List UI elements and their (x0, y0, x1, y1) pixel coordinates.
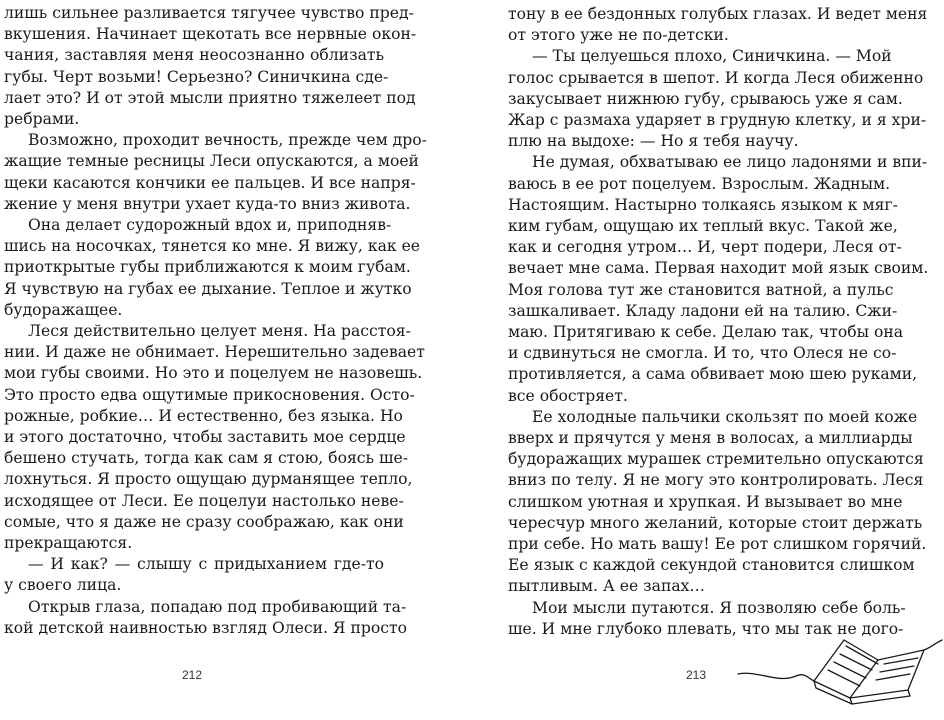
text-line: — Ты целуешься плохо, Синичкина. — Мой (532, 47, 892, 66)
text-line: Не думая, обхватываю ее лицо ладонями и впи- (532, 153, 928, 172)
text-line: Леся действительно целует меня. На расстоя- (28, 322, 411, 340)
text-line: вверх и прячутся у меня в волосах, а миллиарды (508, 429, 913, 447)
text-line: ше. И мне глубоко плевать, что мы так не дого- (508, 619, 904, 638)
text-line: противляется, а сама обвивает мою шею руками, (508, 365, 918, 384)
text-line: прекращаются. (4, 534, 133, 552)
open-book-illustration-icon (738, 618, 944, 718)
page-number-right: 213 (685, 668, 707, 682)
text-line: губы. Черт возьми! Серьезно? Синичкина сде- (4, 67, 389, 86)
text-line: исходящее от Леси. Ее поцелуи настолько неве- (4, 491, 404, 510)
text-line: кой детской наивностью взгляд Олеси. Я просто (4, 618, 407, 637)
text-line: ким губам, ощущаю их теплый вкус. Такой же, (508, 217, 898, 235)
text-line: нии. И даже не обнимает. Нерешительно задевает (4, 343, 425, 362)
text-line: мои губы своими. Но это и поцелуем не назовешь. (4, 364, 423, 383)
text-line: Возможно, проходит вечность, прежде чем дро- (28, 131, 427, 150)
text-line: Ее холодные пальчики скользят по моей коже (532, 407, 918, 426)
text-line: щеки касаются кончики ее пальцев. И все напря- (4, 173, 416, 192)
text-line: Я чувствую на губах ее дыхание. Теплое и жутко (4, 279, 412, 298)
text-line: маю. Притягиваю к себе. Делаю так, чтобы она (508, 323, 904, 341)
text-line: чересчур много желаний, которые стоит держать (508, 513, 923, 532)
text-line: голос срывается в шепот. И когда Леся обиженно (508, 68, 924, 87)
text-line: Мои мысли путаются. Я позволяю себе боль- (532, 598, 906, 617)
text-line: пытливым. А ее запах… (508, 577, 706, 596)
text-line: тону в ее бездонных голубых глазах. И ведет меня (508, 5, 928, 23)
text-line: лает это? И от этой мысли приятно тяжелеет под (4, 88, 416, 107)
text-line: Открыв глаза, попадаю под пробивающий та- (28, 597, 407, 616)
text-line: Настоящим. Настырно толкаясь языком к мяг- (508, 195, 898, 214)
text-line: от этого уже не по-детски. (508, 26, 729, 45)
text-line: и сдвинуться не смогла. И то, что Олеся не со- (508, 344, 897, 363)
text-line: жение у меня внутри ухает куда-то вниз живота. (4, 194, 411, 213)
text-line: чания, заставляя меня неосознанно облизать (4, 46, 384, 65)
text-line: бешено стучать, тогда как сам я стою, боясь ше- (4, 449, 408, 468)
page-number-left: 212 (181, 668, 203, 682)
text-line: приоткрытые губы приближаются к моим губам. (4, 258, 411, 277)
text-line: будоражащее. (4, 300, 123, 319)
text-line: вниз по телу. Я не могу это контролировать. Леся (508, 471, 924, 490)
text-line: при себе. Но мать вашу! Ее рот слишком горячий. (508, 535, 927, 553)
text-line: Это просто едва ощутимые прикосновения. Осто- (4, 385, 415, 404)
text-line: Она делает судорожный вдох и, приподняв- (28, 216, 392, 234)
text-line: лохнуться. Я просто ощущаю дурманящее тепло, (4, 470, 413, 489)
text-line: рожные, робкие… И естественно, без языка. Но (4, 406, 403, 425)
text-line: ваюсь в ее рот поцелуем. Взрослым. Жадным. (508, 174, 891, 193)
text-line: и этого достаточно, чтобы заставить мое сердце (4, 428, 406, 446)
text-line: жащие темные ресницы Леси опускаются, а моей (4, 152, 419, 171)
text-line: зашкаливает. Кладу ладони ей на талию. Сжи- (508, 301, 898, 320)
text-line: плю на выдохе: — Но я тебя научу. (508, 132, 799, 151)
text-line: ребрами. (4, 110, 80, 128)
text-line: как и сегодня утром… И, черт подери, Леся от- (508, 238, 902, 257)
text-line: вкушения. Начинает щекотать все нервные окон- (4, 25, 417, 44)
text-line: закусывает нижнюю губу, срываюсь уже я сам. (508, 89, 903, 108)
text-line: Ее язык с каждой секундой становится слишком (508, 556, 915, 575)
text-line: будоражащих мурашек стремительно опускаются (508, 450, 924, 469)
text-line: — И как? — слышу с придыханием где-то (28, 555, 384, 574)
text-line: все обостряет. (508, 386, 628, 405)
text-line: слишком уютная и хрупкая. И вызывает во мне (508, 492, 903, 511)
text-line: у своего лица. (4, 576, 122, 595)
text-line: Жар с размаха ударяет в грудную клетку, и я хри- (508, 111, 927, 129)
text-line: шись на носочках, тянется ко мне. Я вижу, как ее (4, 237, 421, 256)
text-line: лишь сильнее разливается тягучее чувство пред- (4, 4, 414, 22)
text-line: сомые, что я даже не сразу соображаю, как они (4, 512, 404, 531)
text-line: вечает мне сама. Первая находит мой язык своим. (508, 259, 929, 278)
text-line: Моя голова тут же становится ватной, а пульс (508, 280, 894, 299)
